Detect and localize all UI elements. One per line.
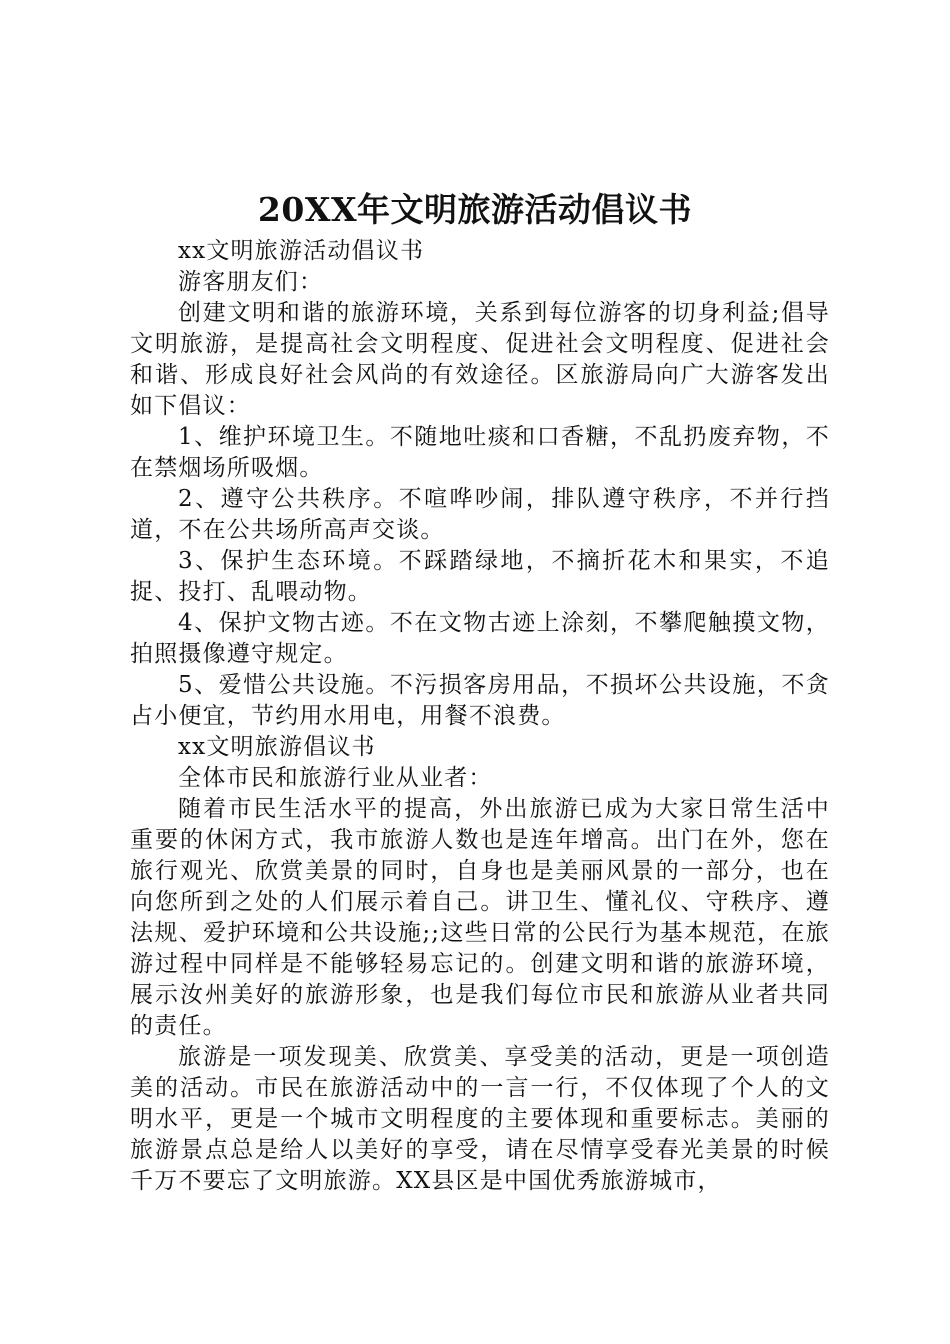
paragraph-item-1: 1、维护环境卫生。不随地吐痰和口香糖，不乱扔废弃物，不在禁烟场所吸烟。 <box>130 424 830 481</box>
paragraph-item-5: 5、爱惜公共设施。不污损客房用品，不损坏公共设施，不贪占小便宜，节约用水用电，用餐不浪费。 <box>130 672 830 729</box>
paragraph-item-4: 4、保护文物古迹。不在文物古迹上涂刻，不攀爬触摸文物，拍照摄像遵守规定。 <box>130 610 830 667</box>
document-title: 20XX年文明旅游活动倡议书 <box>257 190 693 229</box>
paragraph-body-1: 随着市民生活水平的提高，外出旅游已成为大家日常生活中重要的休闲方式，我市旅游人数也是连年增高。出门在外，您在旅行观光、欣赏美景的同时，自身也是美丽风景的一部分，也在向您所到之处的人们展示着自己。讲卫生、懂礼仪、守秩序、遵法规、爱护环境和公共设施;;这些日常的公民行为基本规范，在旅游过程中同样是不能够轻易忘记的。创建文明和谐的旅游环境，展示汝州美好的旅游形象，也是我们每位市民和旅游从业者共同的责任。 <box>130 796 830 1039</box>
paragraph-subtitle-1: xx文明旅游活动倡议书 <box>178 238 425 264</box>
paragraph-subtitle-2: xx文明旅游倡议书 <box>178 734 376 760</box>
paragraph-item-2: 2、遵守公共秩序。不喧哗吵闹，排队遵守秩序，不并行挡道，不在公共场所高声交谈。 <box>130 486 830 543</box>
paragraph-salutation-2: 全体市民和旅游行业从业者： <box>178 765 493 791</box>
paragraph-item-3: 3、保护生态环境。不踩踏绿地，不摘折花木和果实，不追捉、投打、乱喂动物。 <box>130 548 830 605</box>
paragraph-intro-1: 创建文明和谐的旅游环境，关系到每位游客的切身利益;倡导文明旅游，是提高社会文明程度、促进社会文明程度、促进社会和谐、形成良好社会风尚的有效途径。区旅游局向广大游客发出如下倡议： <box>130 300 830 419</box>
paragraph-body-2: 旅游是一项发现美、欣赏美、享受美的活动，更是一项创造美的活动。市民在旅游活动中的一言一行，不仅体现了个人的文明水平，更是一个城市文明程度的主要体现和重要标志。美丽的旅游景点总是给人以美好的享受，请在尽情享受春光美景的时候千万不要忘了文明旅游。XX县区是中国优秀旅游城市， <box>130 1044 830 1194</box>
paragraph-salutation-1: 游客朋友们： <box>178 269 324 295</box>
document-body <box>130 236 830 1197</box>
